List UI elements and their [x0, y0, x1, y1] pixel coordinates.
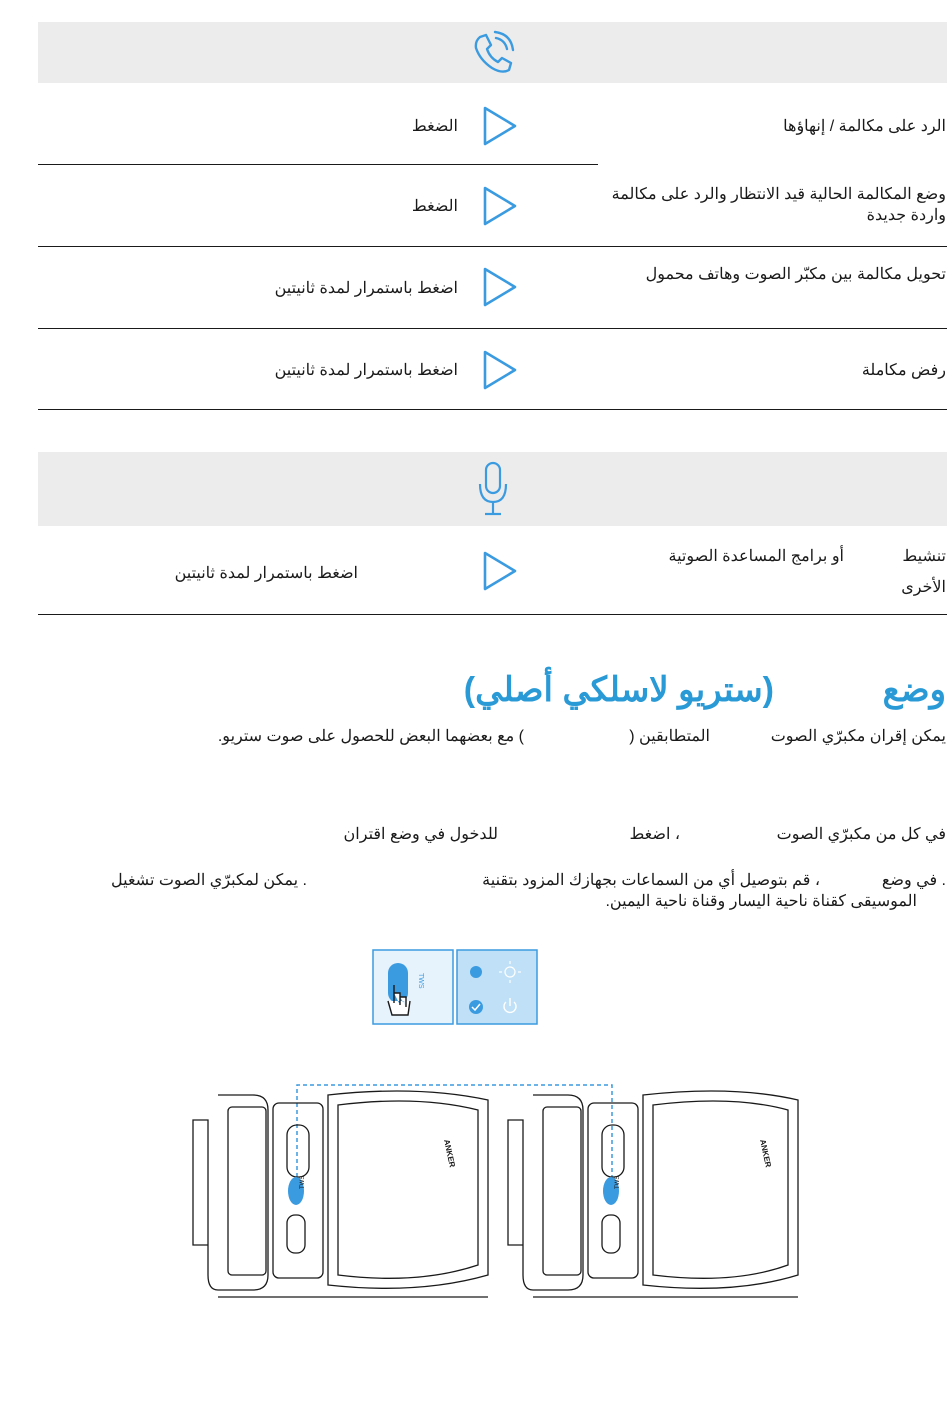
svg-text:ANKER: ANKER: [442, 1138, 457, 1169]
para2-a: في كل من مكبرّي الصوت: [776, 826, 946, 843]
svg-text:ANKER: ANKER: [758, 1138, 773, 1169]
phone-icon: [468, 28, 518, 78]
svg-text:TWS: TWS: [615, 1175, 621, 1189]
para1-b: المتطابقين (: [629, 728, 710, 745]
svg-text:TWS: TWS: [300, 1175, 306, 1189]
voice-row-function-a: تنشيط: [902, 548, 946, 565]
voice-row-action: اضغط باستمرار لمدة ثانيتين: [174, 565, 358, 582]
speaker-left: [193, 1091, 488, 1297]
call-row-4-function: رفض مكاملة: [861, 362, 946, 379]
call-row-1-function: الرد على مكالمة / إنهاؤها: [783, 118, 946, 135]
section-heading: [883, 670, 946, 710]
heading-part-b: (ستريو لاسلكي أصلي): [463, 671, 774, 709]
play-triangle-icon: [480, 348, 520, 392]
row-divider: [38, 409, 947, 410]
voice-row-function-c: الأخرى: [901, 579, 946, 596]
call-row-1-action: الضغط: [411, 118, 458, 135]
para3-d: الموسيقى كقناة ناحية اليسار وقناة ناحية اليمين.: [605, 893, 917, 910]
play-triangle-icon: [480, 549, 520, 593]
microphone-icon: [476, 460, 510, 518]
para3-c: . يمكن لمكبرّي الصوت تشغيل: [111, 872, 307, 889]
play-triangle-icon: [480, 265, 520, 309]
voice-header-band: [38, 452, 947, 526]
para2-c: للدخول في وضع اقتران: [343, 826, 498, 843]
para3-b: ، قم بتوصيل أي من السماعات بجهازك المزود بتقنية: [482, 872, 820, 889]
call-row-3-action: اضغط باستمرار لمدة ثانيتين: [274, 280, 458, 297]
call-row-2-function: وضع المكالمة الحالية قيد الانتظار والرد على مكالمة واردة جديدة: [611, 186, 946, 224]
para3-a: . في وضع: [881, 872, 946, 889]
svg-text:TWS: TWS: [417, 973, 424, 989]
call-row-2-action: الضغط: [411, 198, 458, 215]
row-divider: [38, 614, 947, 615]
para1-c: ) مع بعضهما البعض للحصول على صوت ستريو.: [217, 728, 524, 745]
row-divider: [38, 246, 947, 247]
speaker-right: [508, 1091, 798, 1297]
tws-pairing-illustration: [188, 945, 808, 1315]
calls-header-band: [38, 22, 947, 83]
play-triangle-icon: [480, 104, 520, 148]
para2-b: ، اضغط: [629, 826, 680, 843]
row-divider: [38, 328, 947, 329]
para1-a: يمكن إقران مكبرّي الصوت: [770, 728, 946, 745]
check-icon: [469, 1000, 483, 1014]
play-triangle-icon: [480, 184, 520, 228]
call-row-3-function: تحويل مكالمة بين مكبّر الصوت وهاتف محمول: [645, 266, 946, 283]
tws-button-callout: [373, 950, 453, 1024]
voice-row-function-b: أو برامج المساعدة الصوتية: [668, 548, 844, 565]
led-status-callout: [457, 950, 537, 1024]
row-divider: [38, 164, 598, 165]
call-row-4-action: اضغط باستمرار لمدة ثانيتين: [274, 362, 458, 379]
heading-part-a: وضع: [882, 671, 946, 709]
